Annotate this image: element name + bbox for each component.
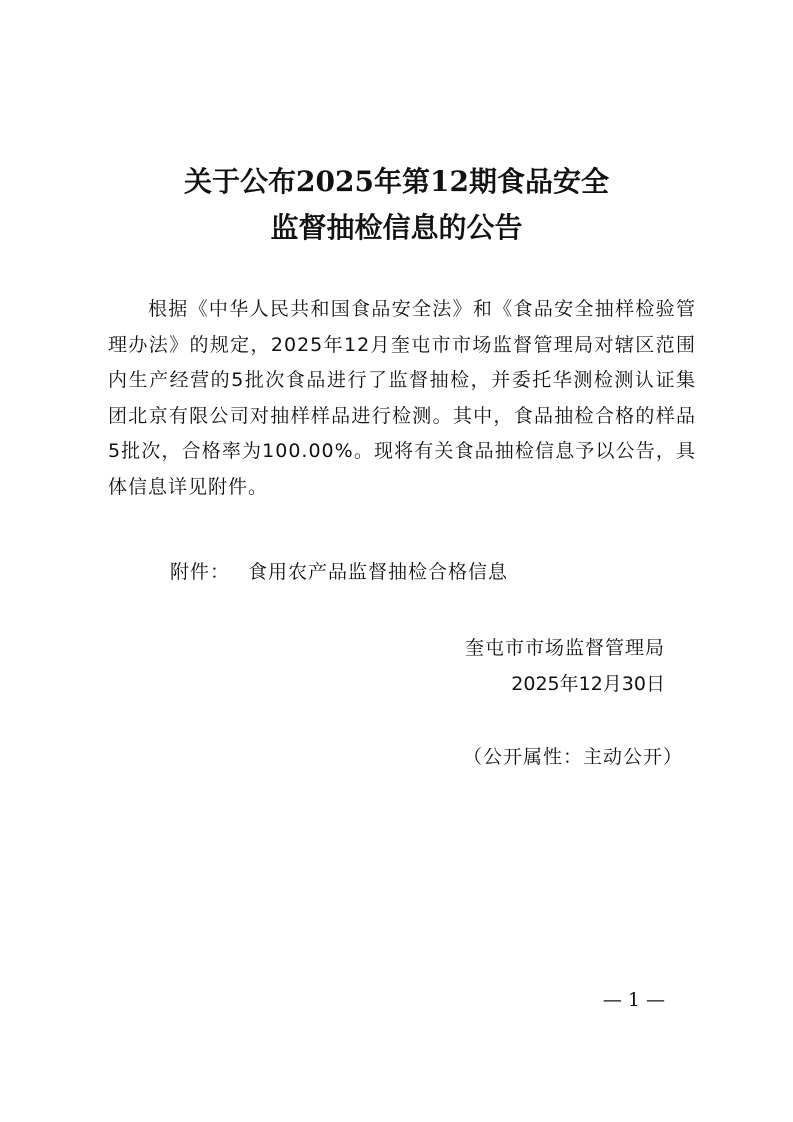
document-title-line-2: 监督抽检信息的公告 bbox=[270, 211, 523, 244]
attachment-line bbox=[170, 557, 508, 587]
disclosure-attribute: （公开属性：主动公开） bbox=[462, 746, 683, 768]
issuing-authority: 奎屯市市场监督管理局 bbox=[464, 637, 665, 659]
attachment-name: 食用农产品监督抽检合格信息 bbox=[248, 561, 509, 583]
page-number: — 1 — bbox=[602, 989, 665, 1011]
attachment-label: 附件： bbox=[170, 561, 231, 583]
document-title-line-1: 关于公布2025年第12期食品安全 bbox=[184, 165, 609, 198]
body-paragraph: 根据《中华人民共和国食品安全法》和《食品安全抽样检验管理办法》的规定，2025年12月奎屯市市场监督管理局对辖区范围内生产经营的5批次食品进行了监督抽检，并委托华测检测认证集团北京有限公司对抽样样品进行检测。其中，食品抽检合格的样品5批次，合格率为100.00%。现将有关食品抽检信息予以公告，具体信息详见附件。 bbox=[108, 298, 696, 498]
issue-date: 2025年12月30日 bbox=[511, 673, 665, 695]
